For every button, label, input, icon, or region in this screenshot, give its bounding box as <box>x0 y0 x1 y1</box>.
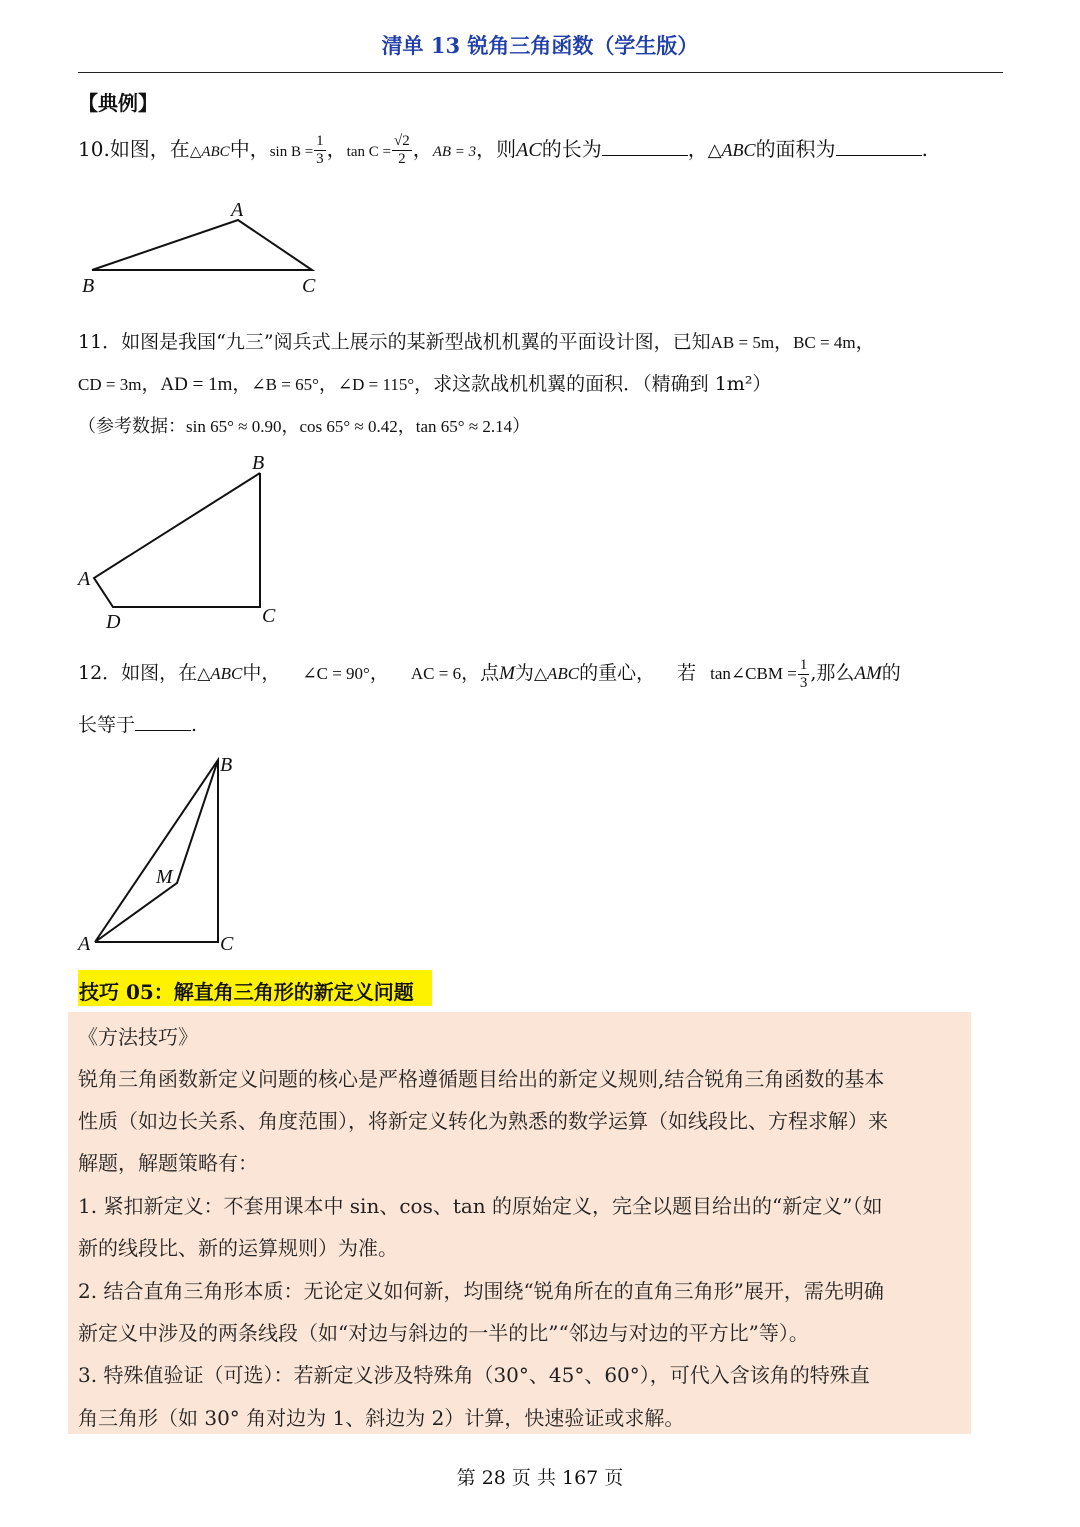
q11-label-A: A <box>78 568 91 590</box>
q11-sep-3: ， <box>141 373 161 395</box>
q11-angle-b: ∠B = 65° <box>251 375 319 394</box>
q11-label-C: C <box>262 605 276 627</box>
q10-number: 10. <box>78 137 110 161</box>
q10-text-6: 的面积为 <box>755 137 836 161</box>
method-line: 锐角三角函数新定义问题的核心是严格遵循题目给出的新定义规则,结合锐角三角函数的基本 <box>78 1067 885 1091</box>
q10-sinB-numerator: 1 <box>316 133 324 149</box>
q12-text-7: ,那么 <box>810 662 855 684</box>
q10-sinB-lhs: sin B = <box>269 144 314 160</box>
method-title: 《方法技巧》 <box>78 1025 198 1049</box>
q12-am: AM <box>854 663 882 684</box>
page-footer: 第 28 页 共 167 页 <box>456 1467 624 1489</box>
q12-text-1: 12．如图，在 <box>78 662 198 684</box>
q12-text-5: 的重心， <box>579 662 656 684</box>
method-line: 新的线段比、新的运算规则）为准。 <box>78 1236 398 1260</box>
q10-sep-2: ， <box>412 137 433 161</box>
q11-sep-5: ， <box>318 373 338 395</box>
method-line: 角三角形（如 30° 角对边为 1、斜边为 2）计算，快速验证或求解。 <box>78 1406 685 1430</box>
q10-triangle: △ABC <box>189 144 230 160</box>
q10-tanC-numerator: √2 <box>393 133 410 149</box>
q10-triangle-2: △ABC <box>707 140 756 160</box>
q12-text-8: 的 <box>881 662 901 684</box>
q12-triangle-shape <box>95 760 218 942</box>
q11-sep-4: ， <box>232 373 252 395</box>
q10-text-1: 如图，在 <box>109 137 190 161</box>
q12-label-M: M <box>156 866 173 888</box>
q10-ac: AC <box>516 139 542 161</box>
q12-label-A: A <box>78 933 91 955</box>
q11-ref-sin: sin 65° ≈ 0.90 <box>186 417 282 436</box>
q10-end: . <box>921 137 928 161</box>
q12-triangle-2: △ABC <box>533 664 580 683</box>
q11-ref-open: （参考数据： <box>78 416 186 437</box>
q12-ac: AC = 6 <box>410 664 462 683</box>
q12-text-2: 中， <box>242 662 281 684</box>
q10-tanC-denominator: 2 <box>398 151 406 167</box>
q12-text-6: 若 <box>677 662 697 684</box>
q10-sinB-denominator: 3 <box>316 151 324 167</box>
q11-ref-tan: tan 65° ≈ 2.14 <box>415 417 513 436</box>
q11-text-tail: ，求这款战机机翼的面积．（精确到 1m²） <box>414 373 772 395</box>
q11-cd: CD = 3m <box>78 375 142 394</box>
q10-label-C: C <box>302 275 316 297</box>
method-line: 1. 紧扣新定义：不套用课本中 sin、cos、tan 的原始定义，完全以题目给出的“新定义”（如 <box>78 1194 883 1218</box>
skill-title: 技巧 05：解直角三角形的新定义问题 <box>79 980 414 1004</box>
q11-bc: BC = 4m <box>793 333 856 352</box>
method-line: 新定义中涉及的两条线段（如“对边与斜边的一半的比”“邻边与对边的平方比”等）。 <box>78 1321 809 1345</box>
q12-point-m: M <box>499 663 515 684</box>
q10-text-3: ，则 <box>476 137 517 161</box>
q10-label-A: A <box>231 199 244 221</box>
q11-sep-7: ， <box>397 416 416 437</box>
q12-triangle: △ABC <box>197 664 243 683</box>
q11-sep-1: ， <box>774 331 794 353</box>
section-example-label: 【典例】 <box>78 91 158 115</box>
q12-tan-lhs: tan∠CBM = <box>710 664 797 683</box>
q11-ref-close: ） <box>512 416 531 437</box>
q12-sep-1: ， <box>369 662 389 684</box>
q12-label-C: C <box>220 933 234 955</box>
q11-text-1: 11．如图是我国“九三”阅兵式上展示的某新型战机机翼的平面设计图，已知 <box>78 331 711 353</box>
q12-line-2-text: 长等于 <box>78 714 136 736</box>
method-line: 性质（如边长关系、角度范围），将新定义转化为熟悉的数学运算（如线段比、方程求解）来 <box>78 1109 888 1133</box>
q11-label-B: B <box>252 452 265 474</box>
q10-text-4: 的长为 <box>541 137 602 161</box>
q12-text-4: 为 <box>514 662 534 684</box>
q12-tan-denominator: 3 <box>799 674 808 691</box>
q12-label-B: B <box>220 754 233 776</box>
q10-label-B: B <box>82 275 95 297</box>
document-title: 清单 13 锐角三角函数（学生版） <box>381 33 699 58</box>
q11-ad: AD = 1m <box>160 374 233 395</box>
q11-angle-d: ∠D = 115° <box>337 375 415 394</box>
method-line: 解题，解题策略有： <box>78 1151 258 1175</box>
q10-ab-value: AB = 3 <box>432 144 477 160</box>
q11-label-D: D <box>106 611 121 633</box>
q12-angle-c: ∠C = 90° <box>302 664 370 683</box>
method-line: 3. 特殊值验证（可选）：若新定义涉及特殊角（30°、45°、60°），可代入含该角的特殊直 <box>78 1363 870 1387</box>
q12-text-3: ，点 <box>461 662 500 684</box>
q10-text-5: ， <box>687 137 708 161</box>
q10-text-2: 中， <box>229 137 270 161</box>
q11-sep-2: ， <box>855 331 875 353</box>
q12-end: . <box>191 714 198 736</box>
q12-tan-numerator: 1 <box>799 656 808 673</box>
q10-sep-1: ， <box>326 137 347 161</box>
q11-ab: AB = 5m <box>710 333 775 352</box>
q10-tanC-lhs: tan C = <box>346 144 391 160</box>
q11-ref-cos: cos 65° ≈ 0.42 <box>299 417 398 436</box>
method-line: 2. 结合直角三角形本质：无论定义如何新，均围绕“锐角所在的直角三角形”展开，需先明确 <box>78 1279 884 1303</box>
q11-sep-6: ， <box>281 416 300 437</box>
